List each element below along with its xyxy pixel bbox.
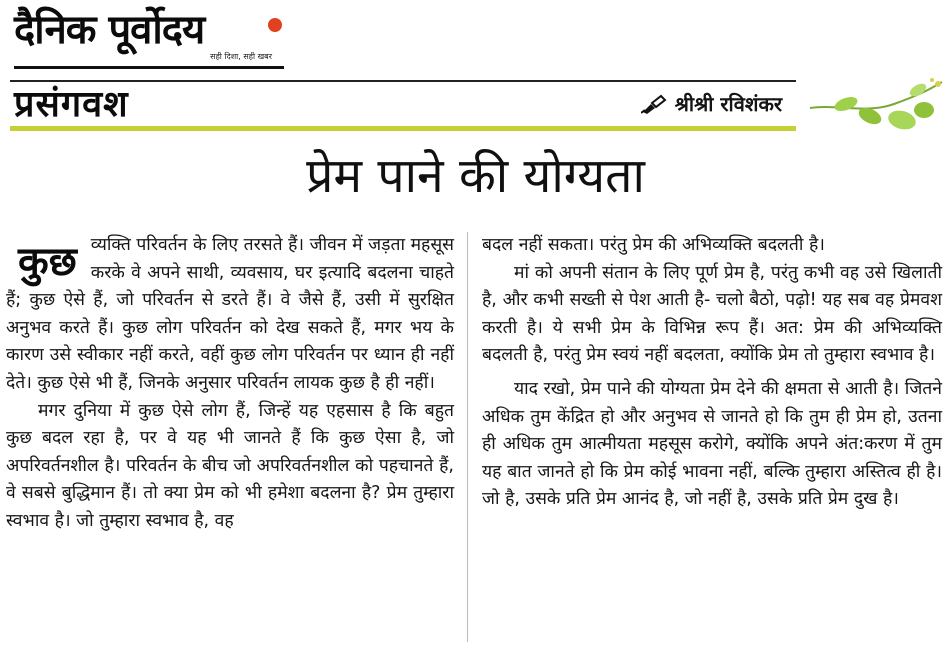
masthead-rule xyxy=(14,66,284,69)
article-column-2 xyxy=(482,232,942,514)
article-paragraph: मगर दुनिया में कुछ ऐसे लोग हैं, जिन्हें यह एहसास है कि बहुत कुछ बदल रहा है, पर वे यह भी जानते हैं कि कुछ ऐसा है, जो अपरिवर्तनशील है। परिवर्तन के बीच जो अपरिवर्तनशील को पहचानते हैं, वे सबसे बुद्धिमान हैं। तो क्या प्रेम को भी हमेशा बदलना है? प्रेम तुम्हारा स्वभाव है। जो तुम्हारा स्वभाव है, वह xyxy=(6,400,454,531)
author-byline xyxy=(641,90,782,118)
section-underline xyxy=(10,126,796,131)
section-header xyxy=(10,80,796,128)
article-paragraph: बदल नहीं सकता। परंतु प्रेम की अभिव्यक्ति बदलती है। xyxy=(482,235,825,255)
article-paragraph: याद रखो, प्रेम पाने की योग्यता प्रेम देने की क्षमता से आती है। जितने अधिक तुम केंद्रित हो और अनुभव से जानते हो कि तुम ही प्रेम हो, उतना ही अधिक तुम आत्मीयता महसूस करोगे, क्योंकि अपने अंत:करण में तुम यह बात जानते हो कि प्रेम कोई भावना नहीं, बल्कि तुम्हारा अस्तित्व ही है। जो है, उसके प्रति प्रेम आनंद है, जो नहीं है, उसके प्रति प्रेम दुख है। xyxy=(482,378,942,510)
section-title: प्रसंगवश xyxy=(14,84,129,125)
author-name: श्रीश्री रविशंकर xyxy=(674,92,782,116)
newspaper-title: दैनिक पूर्वोदय xyxy=(14,7,205,53)
article-column-1 xyxy=(6,232,454,536)
drop-cap: कुछ xyxy=(18,239,77,285)
masthead xyxy=(14,4,286,74)
masthead-dot-icon xyxy=(268,18,282,32)
article-headline: प्रेम पाने की योग्यता xyxy=(306,148,645,204)
newspaper-tagline: सही दिशा, सही खबर xyxy=(210,52,272,61)
leaf-vine-icon xyxy=(806,74,946,138)
pen-icon xyxy=(641,94,667,114)
article-paragraph: मां को अपनी संतान के लिए पूर्ण प्रेम है, परंतु कभी वह उसे खिलाती है, और कभी सख्ती से पेश आती है- चलो बैठो, पढ़ो! यह सब वह प्रेमवश करती है। ये सभी प्रेम के विभिन्न रूप हैं। अत: प्रेम की अभिव्यक्ति बदलती है, परंतु प्रेम स्वयं नहीं बदलता, क्योंकि प्रेम तो तुम्हारा स्वभाव है। xyxy=(482,262,942,366)
article-paragraph: व्यक्ति परिवर्तन के लिए तरसते हैं। जीवन में जड़ता महसूस करके वे अपने साथी, व्यवसाय, घर इत्यादि बदलना चाहते हैं; कुछ ऐसे हैं, जो परिवर्तन से डरते हैं। वे जैसे हैं, उसी में सुरक्षित अनुभव करते हैं। कुछ लोग परिवर्तन को देख सकते हैं, मगर भय के कारण उसे स्वीकार नहीं करते, वहीं कुछ लोग परिवर्तन पर ध्यान ही नहीं देते। कुछ ऐसे भी हैं, जिनके अनुसार परिवर्तन लायक कुछ है ही नहीं। xyxy=(6,235,454,393)
column-divider xyxy=(467,232,468,642)
